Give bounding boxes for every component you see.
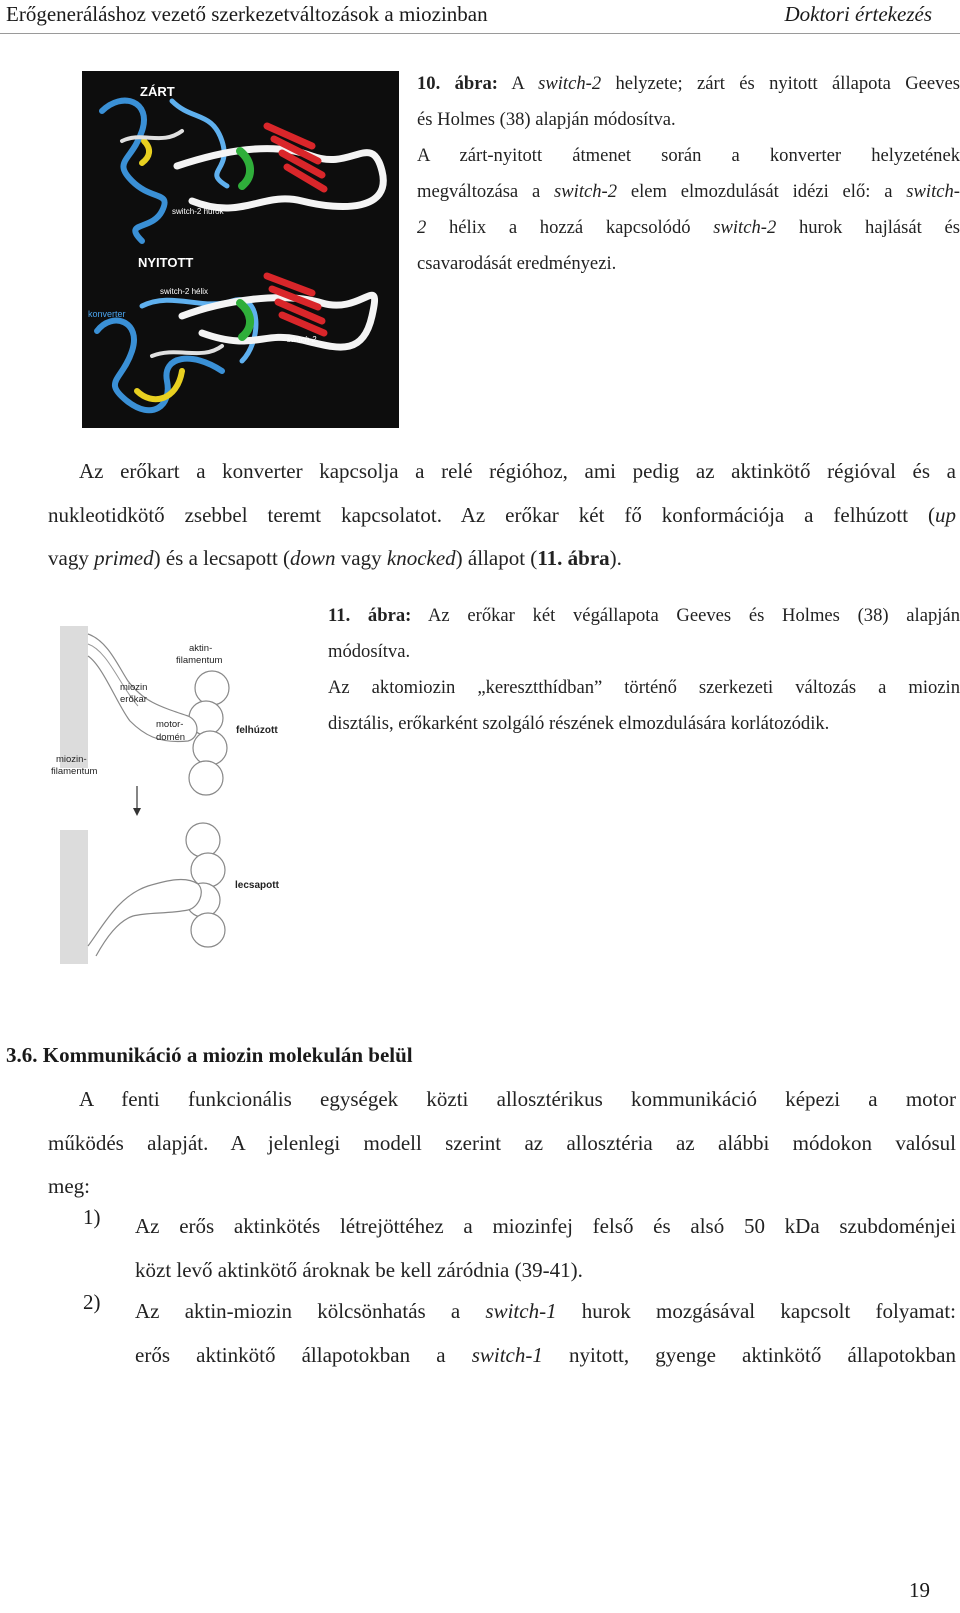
caption-10-line-2: és Holmes (38) alapján módosítva. xyxy=(417,109,676,130)
label-motor-1: motor- xyxy=(156,719,184,730)
label-switch2-loop: switch-2 hurok xyxy=(172,207,224,216)
section-heading: 3.6. Kommunikáció a miozin molekulán belül xyxy=(6,1043,413,1067)
caption-11-line-1: 11. ábra: Az erőkar két végállapota Geeves és Holmes (38) alapján xyxy=(328,605,960,626)
myosin-filament-down xyxy=(60,830,88,964)
lever-arm-down xyxy=(88,880,201,956)
caption-11-line-2: módosítva. xyxy=(328,641,411,662)
closed-white-ribbon xyxy=(177,149,383,208)
para2-line-3: meg: xyxy=(48,1174,90,1198)
page-number: 19 xyxy=(909,1578,930,1602)
running-header-doctype: Doktori értekezés xyxy=(784,2,932,26)
caption-10-line-4: megváltozása a switch-2 elem elmozdulását idézi elő: a switch- xyxy=(417,181,960,202)
actin-bead xyxy=(193,731,227,765)
caption-10-line-1: 10. ábra: A switch-2 helyzete; zárt és nyitott állapota Geeves xyxy=(417,73,960,94)
closed-blue-ribbon xyxy=(102,101,165,241)
label-up: felhúzott xyxy=(236,725,278,736)
figure-10-caption xyxy=(417,66,960,282)
actin-bead xyxy=(189,761,223,795)
list-item-2-number: 2) xyxy=(83,1290,101,1314)
paragraph-lever-arm xyxy=(48,450,956,581)
label-switch2-helix: switch-2 hélix xyxy=(160,287,209,296)
actin-bead xyxy=(195,671,229,705)
actin-bead xyxy=(191,853,225,887)
open-white-2 xyxy=(152,346,222,356)
list-item-1-number: 1) xyxy=(83,1205,101,1229)
figure-11-lever-arm-diagram xyxy=(48,626,298,994)
item2-line-1: Az aktin-miozin kölcsönhatás a switch-1 hurok mozgásával kapcsolt folyamat: xyxy=(135,1299,956,1323)
running-header-title: Erőgeneráláshoz vezető szerkezetváltozások a miozinban xyxy=(6,2,488,26)
list-item-1 xyxy=(135,1205,956,1292)
closed-blue-ribbon-2 xyxy=(172,101,227,186)
label-closed: ZÁRT xyxy=(140,84,175,99)
open-green-strand xyxy=(240,303,250,337)
label-open: NYITOTT xyxy=(138,255,194,270)
item1-line-1: Az erős aktinkötés létrejöttéhez a miozinfej felső és alsó 50 kDa szubdoménjei xyxy=(135,1214,956,1238)
closed-yellow xyxy=(142,141,149,163)
caption-11-line-4: disztális, erőkarként szolgáló részének elmozdulására korlátozódik. xyxy=(328,713,830,734)
myosin-filament-up xyxy=(60,626,88,768)
caption-10-line-6: csavarodását eredményezi. xyxy=(417,253,617,274)
label-lever-2: erőkar xyxy=(120,694,147,705)
header-rule xyxy=(0,33,960,34)
label-down: lecsapott xyxy=(235,880,279,891)
para1-line-3: vagy primed) és a lecsapott (down vagy knocked) állapot (11. ábra). xyxy=(48,546,622,570)
label-switch2: switch-2 xyxy=(287,335,317,344)
label-motor-2: domén xyxy=(156,732,186,743)
lever-arm-schematic xyxy=(48,626,298,994)
list-item-2 xyxy=(135,1290,956,1377)
para1-line-1: Az erőkart a konverter kapcsolja a relé régióhoz, ami pedig az aktinkötő régióval és a xyxy=(79,459,956,483)
item2-line-2: erős aktinkötő állapotokban a switch-1 nyitott, gyenge aktinkötő állapotokban xyxy=(135,1342,956,1367)
label-myosin-1: miozin- xyxy=(56,754,87,765)
closed-red-strands xyxy=(267,126,324,189)
actin-bead xyxy=(186,823,220,857)
protein-ribbon-illustration xyxy=(82,71,399,428)
paragraph-allostery-intro xyxy=(48,1078,956,1209)
open-red-strands xyxy=(267,276,324,333)
para2-line-2: működés alapját. A jelenlegi modell szerint az allosztéria az alábbi módokon valósul xyxy=(48,1130,956,1155)
caption-10-line-5: 2 hélix a hozzá kapcsolódó switch-2 hurok hajlását és xyxy=(417,217,960,238)
label-actin-1: aktin- xyxy=(189,643,213,654)
figure-11-caption xyxy=(328,598,960,742)
caption-10-line-3: A zárt-nyitott átmenet során a konverter helyzetének xyxy=(417,145,960,166)
para2-line-1: A fenti funkcionális egységek közti allosztérikus kommunikáció képezi a motor xyxy=(79,1087,956,1111)
figure-10-protein-structure xyxy=(82,71,399,428)
transition-arrow-head xyxy=(133,808,141,816)
para1-line-2: nukleotidkötő zsebbel teremt kapcsolatot. Az erőkar két fő konformációja a felhúzott (up xyxy=(48,502,956,527)
caption-11-line-3: Az aktomiozin „keresztthídban” történő szerkezeti változás a miozin xyxy=(328,677,960,698)
closed-white-2 xyxy=(122,131,182,141)
label-actin-2: filamentum xyxy=(176,655,223,666)
closed-green-strand xyxy=(240,151,250,186)
label-myosin-2: filamentum xyxy=(51,766,98,777)
item1-line-2: közt levő aktinkötő ároknak be kell záródnia (39-41). xyxy=(135,1257,583,1282)
label-converter: konverter xyxy=(88,309,126,319)
open-yellow xyxy=(137,371,182,399)
label-lever-1: miozin xyxy=(120,682,148,693)
actin-bead xyxy=(191,913,225,947)
